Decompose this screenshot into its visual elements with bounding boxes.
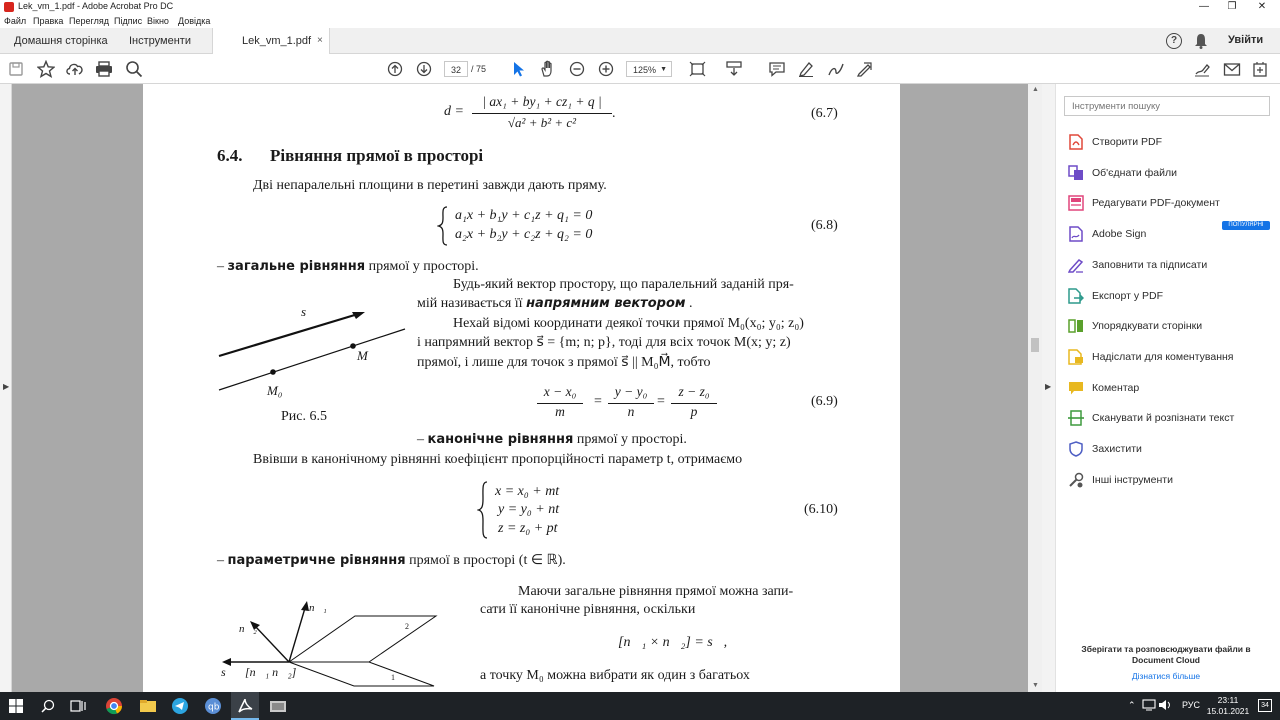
tool-send-for-comment-label: Надіслати для коментування bbox=[1092, 351, 1234, 363]
document-viewer bbox=[12, 84, 1028, 692]
eq69-frac2-den: n bbox=[627, 404, 635, 419]
tab-bar bbox=[0, 28, 1280, 54]
telegram-icon[interactable] bbox=[170, 696, 190, 716]
edit-pdf-icon bbox=[1068, 195, 1084, 211]
tool-export-pdf[interactable] bbox=[1068, 286, 1163, 306]
acrobat-app-icon bbox=[4, 2, 14, 12]
protect-icon bbox=[1068, 441, 1084, 457]
svg-text:qb: qb bbox=[208, 702, 220, 713]
vertical-scrollbar[interactable] bbox=[1028, 84, 1042, 692]
point-m0 bbox=[270, 369, 276, 375]
menu-window[interactable]: Вікно bbox=[147, 16, 169, 26]
direction-vector-text: мій називається її bbox=[417, 296, 523, 311]
tool-fill-sign-label: Заповнити та підписати bbox=[1092, 259, 1208, 271]
windows-start-icon[interactable] bbox=[6, 696, 26, 716]
popular-badge: ПОПУЛЯРНІ bbox=[1222, 221, 1270, 230]
zoom-level-dropdown[interactable] bbox=[626, 61, 672, 77]
tool-organize-pages[interactable] bbox=[1068, 316, 1202, 336]
tab-tools[interactable]: Інструменти bbox=[129, 35, 191, 47]
organize-pages-icon bbox=[1068, 318, 1084, 334]
eq69-equals-2: = bbox=[657, 394, 665, 409]
canonical-eq-dash: – bbox=[417, 432, 424, 447]
volume-icon[interactable] bbox=[1158, 699, 1172, 714]
eq69-number: (6.9) bbox=[811, 394, 838, 409]
tool-organize-pages-label: Упорядкувати сторінки bbox=[1092, 320, 1203, 332]
scan-ocr-icon bbox=[1068, 410, 1084, 426]
collapse-right-pane-icon[interactable]: ▶ bbox=[1045, 382, 1052, 391]
tool-protect[interactable] bbox=[1068, 439, 1142, 459]
tab-document-label: Lek_vm_1.pdf bbox=[242, 35, 312, 47]
paragraph-point-1: Нехай відомі координати деякої точки прямої M₀(x₀; y₀; z₀) bbox=[453, 316, 804, 331]
fig2-plane-2-label: 2 bbox=[405, 622, 409, 631]
tool-edit-pdf[interactable] bbox=[1068, 193, 1220, 213]
tool-comment-label: Коментар bbox=[1092, 382, 1140, 394]
eq610-line3: z = z₀ + pt bbox=[498, 521, 558, 536]
paragraph-point-3: прямої, і лише для точок з прямої s⃗ || M₀M⃗, тобто bbox=[417, 355, 711, 370]
folder-app-icon[interactable] bbox=[268, 696, 288, 716]
parametric-eq-dash: – bbox=[217, 553, 224, 568]
paragraph-direction-vector-2 bbox=[417, 296, 693, 312]
fill-sign-icon bbox=[1068, 257, 1084, 273]
tool-scan-ocr[interactable] bbox=[1068, 408, 1234, 428]
canonical-eq-term: канонічне рівняння bbox=[427, 432, 574, 447]
help-icon[interactable]: ? bbox=[1166, 33, 1182, 49]
zoom-level-value: 125% bbox=[633, 65, 657, 75]
eq68-brace bbox=[437, 206, 449, 250]
eq67-denominator: √a² + b² + c² bbox=[507, 115, 577, 130]
input-language-indicator[interactable]: РУС bbox=[1182, 700, 1201, 710]
tool-adobe-sign-label: Adobe Sign bbox=[1092, 228, 1147, 240]
fig1-label-m: M bbox=[357, 348, 368, 363]
main-toolbar bbox=[0, 54, 1280, 84]
tool-create-pdf[interactable] bbox=[1068, 132, 1162, 152]
eq68-number: (6.8) bbox=[811, 218, 838, 233]
left-navigation-pane bbox=[0, 84, 12, 692]
tool-combine-files-label: Об'єднати файли bbox=[1092, 167, 1178, 179]
direction-vector-period: . bbox=[689, 296, 693, 311]
plane-1 bbox=[289, 662, 434, 686]
vector-n1-line bbox=[289, 608, 305, 662]
fig2-label-cross: [n⃗₁ n⃗₂] bbox=[245, 665, 297, 679]
eq69-equals-1: = bbox=[594, 394, 602, 409]
tools-pane-collapse-strip[interactable] bbox=[1042, 84, 1056, 692]
paragraph-direction-vector-1: Будь-який вектор простору, що паралельний заданій пря- bbox=[453, 277, 794, 292]
eq69-frac2-num: y − y₀ bbox=[614, 384, 648, 399]
chrome-icon[interactable] bbox=[104, 696, 124, 716]
general-eq-term: загальне рівняння bbox=[227, 259, 366, 274]
export-pdf-icon bbox=[1068, 288, 1084, 304]
tool-fill-sign[interactable] bbox=[1068, 255, 1207, 275]
parametric-eq-line bbox=[217, 552, 566, 569]
close-window-button[interactable]: ✕ bbox=[1257, 1, 1267, 12]
show-hidden-icons-icon[interactable]: ⌃ bbox=[1128, 700, 1136, 710]
file-explorer-icon[interactable] bbox=[138, 696, 158, 716]
eq69-frac1-den: m bbox=[555, 404, 565, 419]
expand-left-pane-icon[interactable]: ▶ bbox=[3, 382, 10, 391]
bookmark-star-icon[interactable] bbox=[36, 59, 56, 79]
paragraph-parameter: Ввівши в канонічному рівнянні коефіцієнт пропорційності параметр t, отримаємо bbox=[253, 452, 743, 467]
scroll-up-icon[interactable]: ▲ bbox=[1032, 86, 1039, 93]
tools-search-input[interactable] bbox=[1064, 96, 1270, 116]
zoom-out-icon[interactable] bbox=[567, 59, 587, 79]
learn-more-link[interactable]: Дізнатися більше bbox=[1131, 671, 1201, 681]
scroll-down-icon[interactable]: ▼ bbox=[1032, 682, 1039, 689]
find-search-icon[interactable] bbox=[124, 59, 144, 79]
menu-sign[interactable]: Підпис bbox=[114, 16, 143, 26]
eq67-fraction-bar bbox=[472, 113, 612, 114]
notifications-bell-icon[interactable] bbox=[1194, 33, 1208, 52]
tab-close-icon[interactable]: × bbox=[317, 35, 323, 46]
send-comment-icon bbox=[1068, 349, 1084, 365]
paragraph-general-to-canonical-2: сати її канонічне рівняння, оскільки bbox=[480, 602, 696, 617]
paragraph-general-to-canonical-1: Маючи загальне рівняння прямої можна запи- bbox=[518, 584, 794, 599]
eq610-line1: x = x₀ + mt bbox=[495, 484, 560, 499]
draw-freeform-icon[interactable] bbox=[826, 59, 846, 79]
eq610-brace bbox=[477, 481, 489, 543]
chevron-down-icon: ▼ bbox=[660, 66, 667, 73]
eq67-numerator: | ax₁ + by₁ + cz₁ + q | bbox=[482, 94, 602, 109]
zoom-in-icon[interactable] bbox=[596, 59, 616, 79]
fig2-plane-1-label: 1 bbox=[391, 673, 395, 682]
windows-taskbar bbox=[0, 692, 1280, 720]
page-number-input[interactable]: 32 bbox=[444, 61, 468, 77]
window-title: Lek_vm_1.pdf - Adobe Acrobat Pro DC bbox=[18, 1, 174, 11]
notification-center-icon[interactable]: 34 bbox=[1258, 699, 1272, 712]
eq67-lhs: d = bbox=[444, 104, 464, 119]
clock-time[interactable]: 23:11 bbox=[1217, 695, 1239, 705]
eq610-line2: y = y₀ + nt bbox=[498, 502, 560, 517]
combine-files-icon bbox=[1068, 165, 1084, 181]
share-document-icon[interactable] bbox=[1250, 59, 1270, 79]
task-view-icon[interactable] bbox=[68, 696, 88, 716]
point-m bbox=[350, 343, 356, 349]
tool-adobe-sign[interactable] bbox=[1068, 224, 1146, 244]
eq-cross-product: [n⃗₁ × n⃗₂] = s⃗, bbox=[618, 635, 728, 650]
plane-2 bbox=[289, 616, 436, 662]
save-icon[interactable] bbox=[6, 59, 26, 79]
fig1-label-s: s⃗ bbox=[301, 304, 317, 319]
vector-s-arrow bbox=[219, 314, 358, 356]
tool-more-tools-label: Інші інструменти bbox=[1092, 474, 1173, 486]
title-bar bbox=[0, 0, 1280, 14]
general-eq-rest: прямої у просторі. bbox=[368, 259, 479, 274]
scrollbar-thumb[interactable] bbox=[1031, 338, 1039, 352]
eq67-period: . bbox=[612, 106, 616, 121]
print-icon[interactable] bbox=[94, 59, 114, 79]
page-fit-icon[interactable] bbox=[688, 59, 708, 79]
fill-sign-icon[interactable] bbox=[1192, 59, 1212, 79]
general-eq-dash: – bbox=[217, 259, 224, 274]
canonical-eq-rest: прямої у просторі. bbox=[576, 432, 687, 447]
canonical-eq-line bbox=[417, 432, 687, 448]
sign-document-icon[interactable] bbox=[855, 59, 875, 79]
tool-create-pdf-label: Створити PDF bbox=[1092, 136, 1162, 148]
acrobat-taskbar-button[interactable] bbox=[231, 692, 259, 720]
tool-more-tools[interactable] bbox=[1068, 470, 1173, 490]
fig2-label-n1: n⃗₁ bbox=[309, 602, 327, 614]
menu-view[interactable]: Перегляд bbox=[69, 16, 109, 26]
section-number: 6.4. bbox=[217, 146, 243, 165]
section-title: Рівняння прямої в просторі bbox=[270, 146, 484, 165]
eq67-number: (6.7) bbox=[811, 106, 838, 121]
menu-edit[interactable]: Правка bbox=[33, 16, 64, 26]
menu-file[interactable]: Файл bbox=[4, 16, 27, 26]
paragraph-point-2: і напрямний вектор s⃗ = {m; n; p}, тоді для всіх точок M(x; y; z) bbox=[417, 335, 791, 350]
next-page-icon[interactable] bbox=[414, 59, 434, 79]
send-email-icon[interactable] bbox=[1222, 59, 1242, 79]
eq69-frac1-num: x − x₀ bbox=[543, 384, 577, 399]
vector-n2-line bbox=[255, 626, 289, 662]
network-icon[interactable] bbox=[1142, 699, 1156, 714]
parametric-eq-term: параметричне рівняння bbox=[227, 553, 406, 568]
search-icon[interactable] bbox=[38, 696, 58, 716]
menu-help[interactable]: Довідка bbox=[178, 16, 211, 26]
fig2-label-n2: n⃗₂ bbox=[239, 623, 257, 635]
signin-link[interactable]: Увійти bbox=[1228, 34, 1264, 46]
tab-document[interactable] bbox=[212, 28, 330, 55]
tool-comment[interactable] bbox=[1068, 378, 1139, 398]
vector-n1-head bbox=[301, 601, 309, 611]
fig1-caption: Рис. 6.5 bbox=[281, 409, 327, 424]
tool-combine-files[interactable] bbox=[1068, 163, 1177, 183]
eq69-frac3-num: z − z₀ bbox=[678, 384, 710, 399]
minimize-button[interactable]: — bbox=[1199, 1, 1209, 12]
highlight-pen-icon[interactable] bbox=[796, 59, 816, 79]
comment-icon bbox=[1068, 380, 1084, 396]
direction-vector-term: напрямним вектором bbox=[526, 296, 686, 311]
maximize-button[interactable]: ❐ bbox=[1227, 1, 1237, 12]
tool-protect-label: Захистити bbox=[1092, 443, 1142, 455]
general-eq-line bbox=[217, 259, 479, 275]
tool-scan-ocr-label: Сканувати й розпізнати текст bbox=[1092, 412, 1235, 424]
parametric-eq-rest: прямої в просторі (t ∈ ℝ). bbox=[409, 553, 566, 568]
upload-cloud-icon[interactable] bbox=[65, 59, 85, 79]
tool-edit-pdf-label: Редагувати PDF-документ bbox=[1092, 197, 1220, 209]
eq610-number: (6.10) bbox=[804, 502, 838, 517]
clock-date[interactable]: 15.01.2021 bbox=[1206, 706, 1250, 716]
qbittorrent-icon[interactable] bbox=[203, 696, 223, 716]
eq68-line1: a₁x + b₁y + c₁z + q₁ = 0 bbox=[455, 208, 593, 223]
add-comment-icon[interactable] bbox=[767, 59, 787, 79]
tool-send-for-comment[interactable] bbox=[1068, 347, 1233, 367]
paragraph-choose-point: а точку M₀ можна вибрати як один з багатьох bbox=[480, 668, 750, 683]
create-pdf-icon bbox=[1068, 134, 1084, 150]
adobe-sign-icon bbox=[1068, 226, 1084, 242]
page-total-label: / 75 bbox=[471, 64, 487, 74]
line-through-points bbox=[219, 329, 405, 390]
fig2-label-s: s⃗ bbox=[221, 665, 236, 679]
menu-bar bbox=[0, 14, 1280, 28]
previous-page-icon[interactable] bbox=[385, 59, 405, 79]
select-cursor-icon[interactable] bbox=[508, 59, 528, 79]
document-cloud-promo: Зберігати та розповсюджувати файли в Document Cloud bbox=[1081, 644, 1251, 665]
pdf-page bbox=[143, 84, 900, 692]
eq68-line2: a₂x + b₂y + c₂z + q₂ = 0 bbox=[455, 227, 593, 242]
hand-tool-icon[interactable] bbox=[538, 59, 558, 79]
more-tools-icon bbox=[1068, 472, 1084, 488]
paragraph-planes: Дві непаралельні площини в перетині завжди дають пряму. bbox=[253, 178, 607, 193]
scroll-mode-icon[interactable] bbox=[724, 59, 744, 79]
eq69-frac3-den: p bbox=[690, 404, 698, 419]
tool-export-pdf-label: Експорт у PDF bbox=[1092, 290, 1163, 302]
tab-home[interactable]: Домашня сторінка bbox=[14, 35, 108, 47]
fig1-label-m0: M₀ bbox=[267, 383, 283, 398]
